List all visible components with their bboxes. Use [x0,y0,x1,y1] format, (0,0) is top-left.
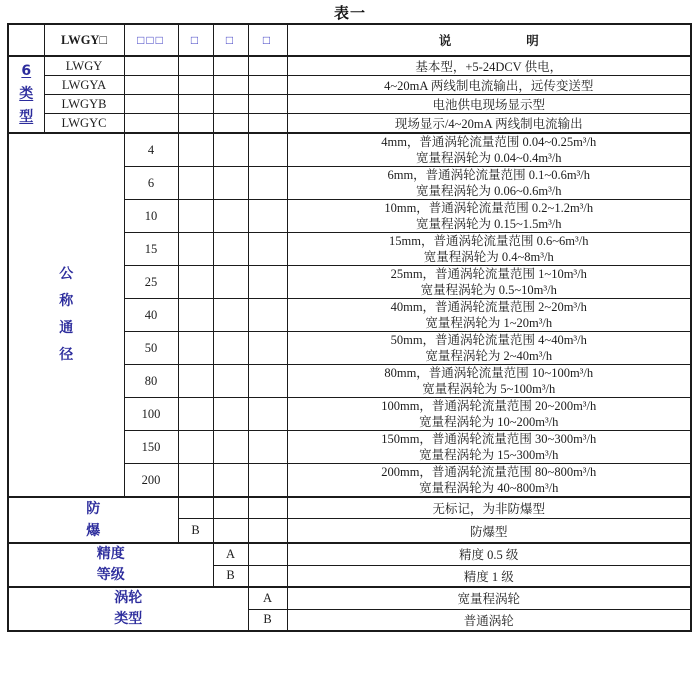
empty-cell [248,543,287,565]
group-label-turbine-text: 涡轮类型 [114,590,143,627]
size-cell: 50 [124,332,178,365]
empty-cell [248,398,287,431]
description-line-2: 宽量程涡轮为 0.06~0.6m³/h [415,184,562,198]
description-line-1: 80mm，普通涡轮流量范围 10~100m³/h [384,366,594,380]
empty-cell [213,167,248,200]
description-cell [287,167,691,200]
empty-cell [178,114,213,134]
description-cell: 宽量程涡轮 [287,587,691,609]
header-description: 说 明 [287,24,691,56]
empty-cell [248,114,287,134]
option-code-cell: A [213,543,248,565]
description-line-2: 宽量程涡轮为 40~800m³/h [419,481,559,495]
header-box-3: □ [248,24,287,56]
description-line-2: 宽量程涡轮为 5~100m³/h [422,382,556,396]
empty-cell [248,95,287,114]
empty-cell [248,233,287,266]
size-cell: 200 [124,464,178,498]
description-cell [287,398,691,431]
table-row [8,56,691,76]
table-row [8,587,691,609]
empty-cell [124,114,178,134]
size-cell: 150 [124,431,178,464]
description-line-2: 宽量程涡轮为 2~40m³/h [425,349,553,363]
empty-cell [248,56,287,76]
description-line-2: 宽量程涡轮为 1~20m³/h [425,316,553,330]
model-code-cell: LWGYA [44,76,124,95]
empty-cell [213,56,248,76]
option-code-cell: B [178,519,213,543]
empty-cell [213,95,248,114]
description-cell [287,233,691,266]
empty-cell [178,56,213,76]
table-row [8,497,691,519]
table-row [8,76,691,95]
size-cell: 4 [124,133,178,167]
group-label-diameter [8,133,124,497]
empty-cell [213,497,248,519]
corner-cell [8,24,44,56]
empty-cell [248,133,287,167]
empty-cell [248,76,287,95]
description-cell: 无标记，为非防爆型 [287,497,691,519]
description-cell: 防爆型 [287,519,691,543]
header-row [8,24,691,56]
group-label-type [8,56,44,133]
option-code-cell: B [248,609,287,631]
empty-cell [248,266,287,299]
description-cell [287,133,691,167]
page-title: 表一 [333,4,366,22]
empty-cell [213,431,248,464]
empty-cell [248,200,287,233]
description-cell: 4~20mA 两线制电流输出，远传变送型 [287,76,691,95]
size-cell: 80 [124,365,178,398]
option-code-cell: B [213,565,248,587]
empty-cell [248,431,287,464]
option-code-cell [178,497,213,519]
header-box-2: □ [213,24,248,56]
header-box-1: □ [178,24,213,56]
empty-cell [178,95,213,114]
description-line-2: 宽量程涡轮为 15~300m³/h [419,448,559,462]
empty-cell [178,464,213,498]
group-label-type-text: 6类型 [19,63,34,125]
empty-cell [213,299,248,332]
model-selection-table [7,23,692,632]
empty-cell [178,431,213,464]
table-row [8,114,691,134]
empty-cell [178,398,213,431]
empty-cell [213,76,248,95]
size-cell: 6 [124,167,178,200]
empty-cell [178,332,213,365]
description-cell [287,200,691,233]
empty-cell [124,95,178,114]
empty-cell [213,266,248,299]
model-code-cell: LWGY [44,56,124,76]
description-line-1: 100mm，普通涡轮流量范围 20~200m³/h [381,399,597,413]
empty-cell [248,497,287,519]
description-line-1: 50mm，普通涡轮流量范围 4~40m³/h [390,333,587,347]
description-cell [287,431,691,464]
description-line-1: 4mm，普通涡轮流量范围 0.04~0.25m³/h [381,135,597,149]
empty-cell [248,167,287,200]
empty-cell [178,133,213,167]
table-row [8,133,691,167]
empty-cell [248,565,287,587]
description-cell: 普通涡轮 [287,609,691,631]
empty-cell [248,332,287,365]
description-line-1: 10mm，普通涡轮流量范围 0.2~1.2m³/h [384,201,594,215]
description-line-1: 25mm，普通涡轮流量范围 1~10m³/h [390,267,587,281]
empty-cell [213,519,248,543]
group-label-accuracy-text: 精度等级 [96,546,125,583]
description-line-1: 40mm，普通涡轮流量范围 2~20m³/h [390,300,587,314]
table-row [8,543,691,565]
description-line-2: 宽量程涡轮为 10~200m³/h [419,415,559,429]
description-cell [287,266,691,299]
description-cell: 精度 1 级 [287,565,691,587]
empty-cell [124,56,178,76]
description-line-1: 15mm，普通涡轮流量范围 0.6~6m³/h [389,234,589,248]
empty-cell [213,464,248,498]
description-line-1: 150mm，普通涡轮流量范围 30~300m³/h [381,432,597,446]
description-cell: 精度 0.5 级 [287,543,691,565]
description-line-1: 200mm，普通涡轮流量范围 80~800m³/h [381,465,597,479]
size-cell: 25 [124,266,178,299]
group-label-turbine [8,587,248,631]
empty-cell [248,519,287,543]
empty-cell [178,299,213,332]
table-row [8,95,691,114]
empty-cell [178,200,213,233]
description-line-2: 宽量程涡轮为 0.15~1.5m³/h [415,217,562,231]
description-cell [287,299,691,332]
size-cell: 10 [124,200,178,233]
description-cell: 现场显示/4~20mA 两线制电流输出 [287,114,691,134]
empty-cell [248,299,287,332]
description-line-2: 宽量程涡轮为 0.04~0.4m³/h [415,151,562,165]
group-label-accuracy [8,543,213,587]
header-model-code: LWGY□ [44,24,124,56]
empty-cell [213,332,248,365]
empty-cell [178,266,213,299]
empty-cell [213,365,248,398]
description-cell [287,332,691,365]
description-line-2: 宽量程涡轮为 0.5~10m³/h [420,283,557,297]
model-code-cell: LWGYC [44,114,124,134]
description-cell: 基本型，+5-24DCV 供电， [287,56,691,76]
group-label-diameter-text: 公称通径 [59,266,74,363]
empty-cell [213,398,248,431]
size-cell: 100 [124,398,178,431]
description-cell: 电池供电现场显示型 [287,95,691,114]
empty-cell [213,114,248,134]
size-cell: 15 [124,233,178,266]
description-cell [287,464,691,498]
description-line-1: 6mm，普通涡轮流量范围 0.1~0.6m³/h [387,168,591,182]
header-digit-boxes: □□□ [124,24,178,56]
empty-cell [213,133,248,167]
empty-cell [248,365,287,398]
description-cell [287,365,691,398]
empty-cell [178,233,213,266]
empty-cell [178,167,213,200]
empty-cell [213,200,248,233]
empty-cell [248,464,287,498]
model-code-cell: LWGYB [44,95,124,114]
description-line-2: 宽量程涡轮为 0.4~8m³/h [423,250,554,264]
empty-cell [213,233,248,266]
empty-cell [124,76,178,95]
size-cell: 40 [124,299,178,332]
empty-cell [178,76,213,95]
group-label-explosion-text: 防爆 [86,501,101,539]
option-code-cell: A [248,587,287,609]
group-label-explosion [8,497,178,543]
empty-cell [178,365,213,398]
